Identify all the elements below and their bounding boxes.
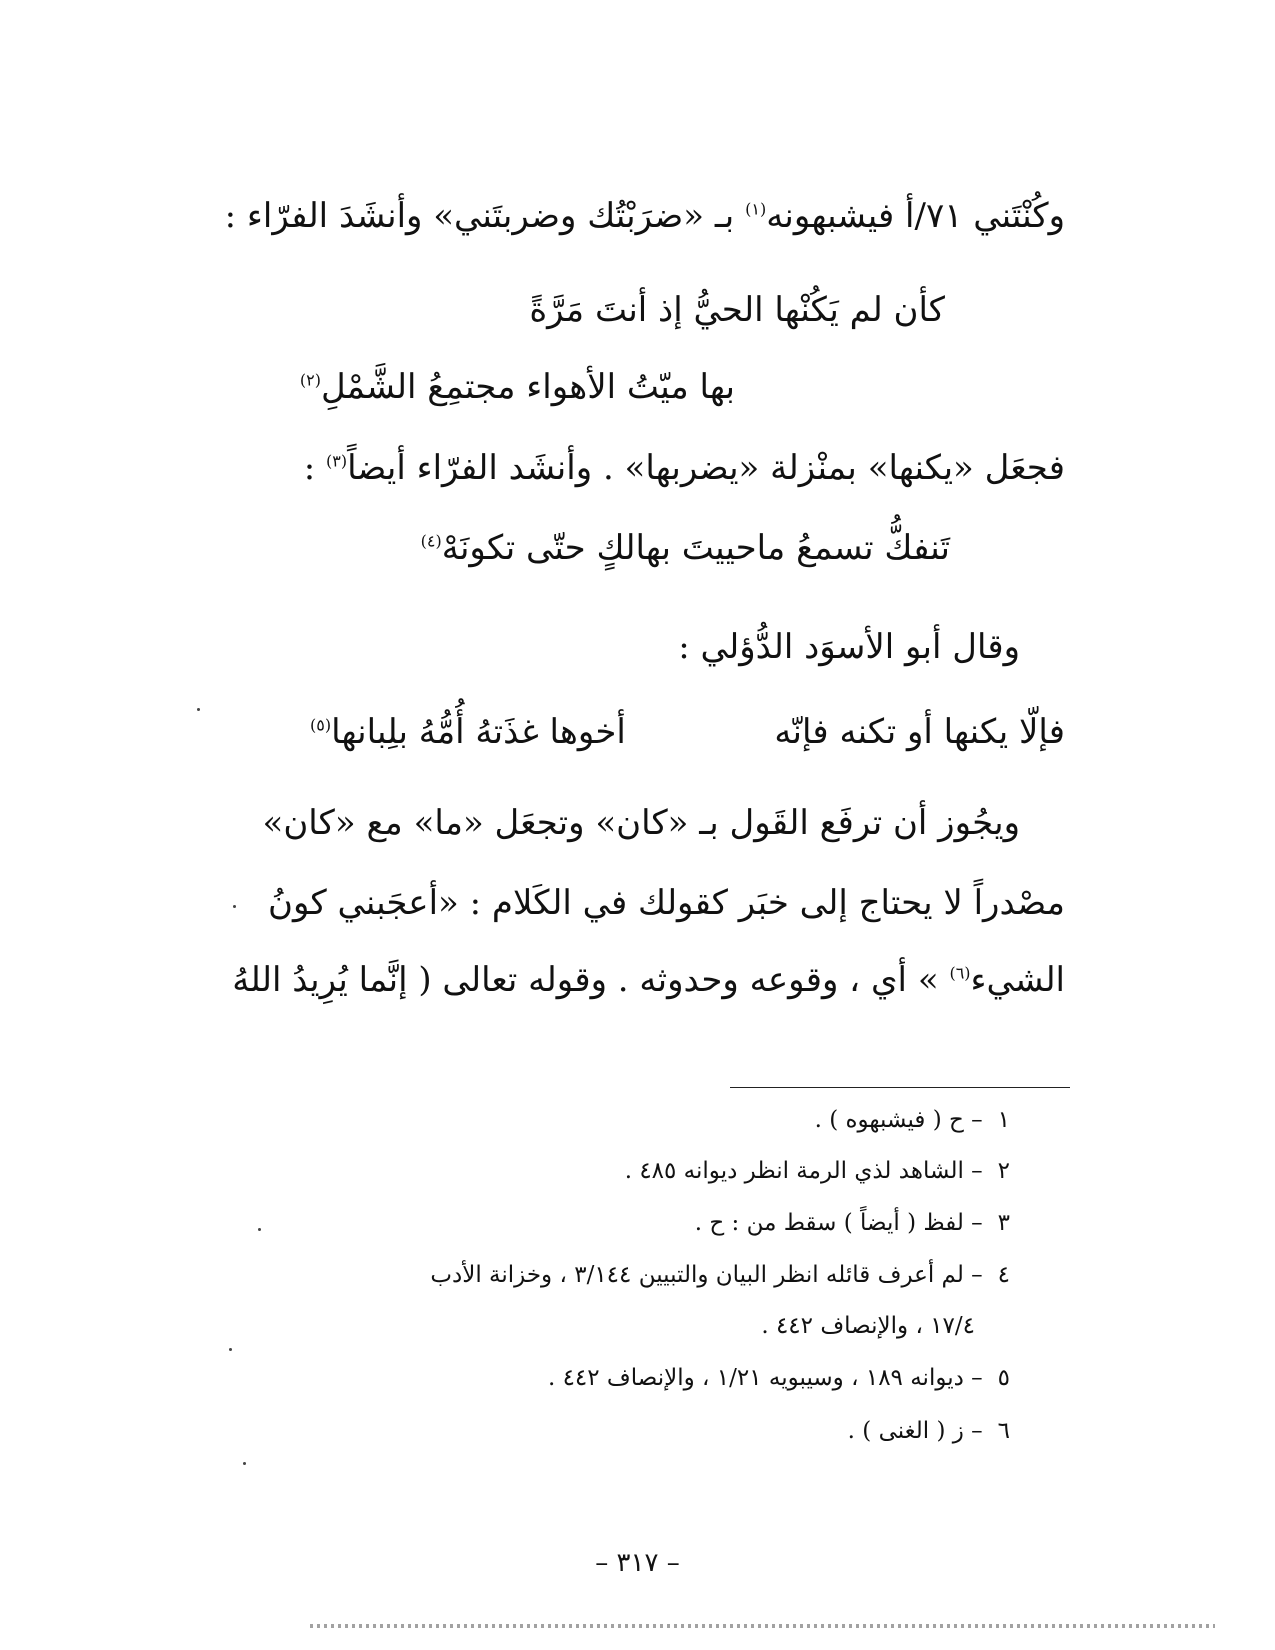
footnote-3-number: ٣: [997, 1210, 1010, 1236]
body-line-6: [232, 960, 1065, 1001]
verse-3-first-hemistich: فإلّا يكنها أو تكنه فإنّه: [774, 712, 1065, 752]
verse-1-second-text: بها ميّتُ الأهواء مجتمِعُ الشَّمْلِ: [320, 367, 735, 407]
footnote-6: [848, 1418, 1010, 1444]
body-line-1-text: وكُنْتَني ٧١/أ فيشبهونه: [766, 196, 1065, 236]
footnote-separator: [730, 1087, 1070, 1088]
scan-speck: [243, 1462, 246, 1465]
footnote-ref-5[interactable]: (٥): [310, 715, 332, 735]
footnote-ref-1[interactable]: (١): [745, 199, 767, 219]
body-line-2-text: فجعَل «يكنها» بمنْزلة «يضربها» . وأنشَد الفرّاء أيضاً: [347, 448, 1065, 488]
scan-speck: [197, 708, 200, 711]
footnote-2-text: – الشاهد لذي الرمة انظر ديوانه ٤٨٥ .: [624, 1158, 983, 1184]
scan-speck: [233, 905, 236, 908]
body-line-6-head: الشيء: [970, 960, 1065, 1000]
verse-1-first-text: كأن لم يَكُنْها الحيُّ إذ أنتَ مَرَّةً: [529, 290, 945, 330]
footnote-4: [430, 1262, 1010, 1288]
body-line-4: [263, 803, 1020, 844]
verse-2-text: تَنفكُّ تسمعُ ماحييتَ بهالكٍ حتّى تكونَهْ: [441, 528, 950, 568]
body-line-1: [224, 196, 1065, 237]
verse-1-first-hemistich: [529, 290, 945, 331]
footnote-6-number: ٦: [997, 1418, 1010, 1444]
body-line-5: [268, 883, 1065, 924]
footnote-ref-4[interactable]: (٤): [420, 531, 442, 551]
footnote-ref-6[interactable]: (٦): [949, 963, 971, 983]
footnote-5: [548, 1365, 1010, 1391]
body-line-5-text: مصْدراً لا يحتاج إلى خبَر كقولك في الكَلام : «أعجَبني كونُ: [267, 883, 1065, 923]
footnote-ref-2[interactable]: (٢): [299, 370, 321, 390]
scan-speck: [229, 1348, 232, 1351]
body-line-2-tail: :: [303, 448, 316, 488]
footnote-1-text: – ح ( فيشبهوه ) .: [814, 1107, 983, 1133]
body-line-3: [678, 627, 1020, 668]
verse-3-second-hemistich: [310, 712, 626, 752]
footnote-1-number: ١: [997, 1107, 1010, 1133]
footnote-4-number: ٤: [997, 1262, 1010, 1288]
scan-speck: [258, 1228, 261, 1231]
footnote-6-text: – ز ( الغنى ) .: [847, 1418, 983, 1444]
scan-noise-strip: [310, 1624, 1215, 1628]
footnote-ref-3[interactable]: (٣): [325, 451, 348, 471]
footnote-5-number: ٥: [997, 1365, 1010, 1391]
footnote-4-continued-text: ١٧/٤ ، والإنصاف ٤٤٢ .: [761, 1313, 975, 1339]
body-line-4-text: ويجُوز أن ترفَع القَول بـ «كان» وتجعَل «ما» مع «كان»: [262, 803, 1020, 843]
footnote-5-text: – ديوانه ١٨٩ ، وسيبويه ١/٢١ ، والإنصاف ٤٤٢ .: [547, 1365, 983, 1391]
page-number: – ٣١٧ –: [595, 1548, 680, 1578]
verse-3-second-text: أخوها غذَتهُ أُمُّهُ بلِبانها: [331, 712, 626, 752]
footnote-2: [625, 1158, 1010, 1184]
verse-2: [421, 528, 950, 569]
body-line-6-tail: » أي ، وقوعه وحدوثه . وقوله تعالى ( إنَّما يُرِيدُ اللهُ: [232, 960, 939, 1000]
verse-1-second-hemistich: [300, 367, 735, 408]
body-line-2: [304, 448, 1065, 489]
footnote-1: [815, 1107, 1010, 1133]
footnote-2-number: ٢: [997, 1158, 1010, 1184]
footnote-3-text: – لفظ ( أيضاً ) سقط من : ح .: [694, 1210, 983, 1236]
footnote-4-continued: [761, 1313, 975, 1339]
body-line-3-text: وقال أبو الأسوَد الدُّؤلي :: [678, 627, 1020, 667]
verse-3: [310, 712, 1065, 752]
footnote-4-text: – لم أعرف قائله انظر البيان والتبيين ٣/١٤٤ ، وخزانة الأدب: [430, 1262, 983, 1288]
body-line-1-tail: بـ «ضرَبْتُك وضربتَني» وأنشَدَ الفرّاء :: [224, 196, 735, 236]
footnote-3: [695, 1210, 1010, 1236]
